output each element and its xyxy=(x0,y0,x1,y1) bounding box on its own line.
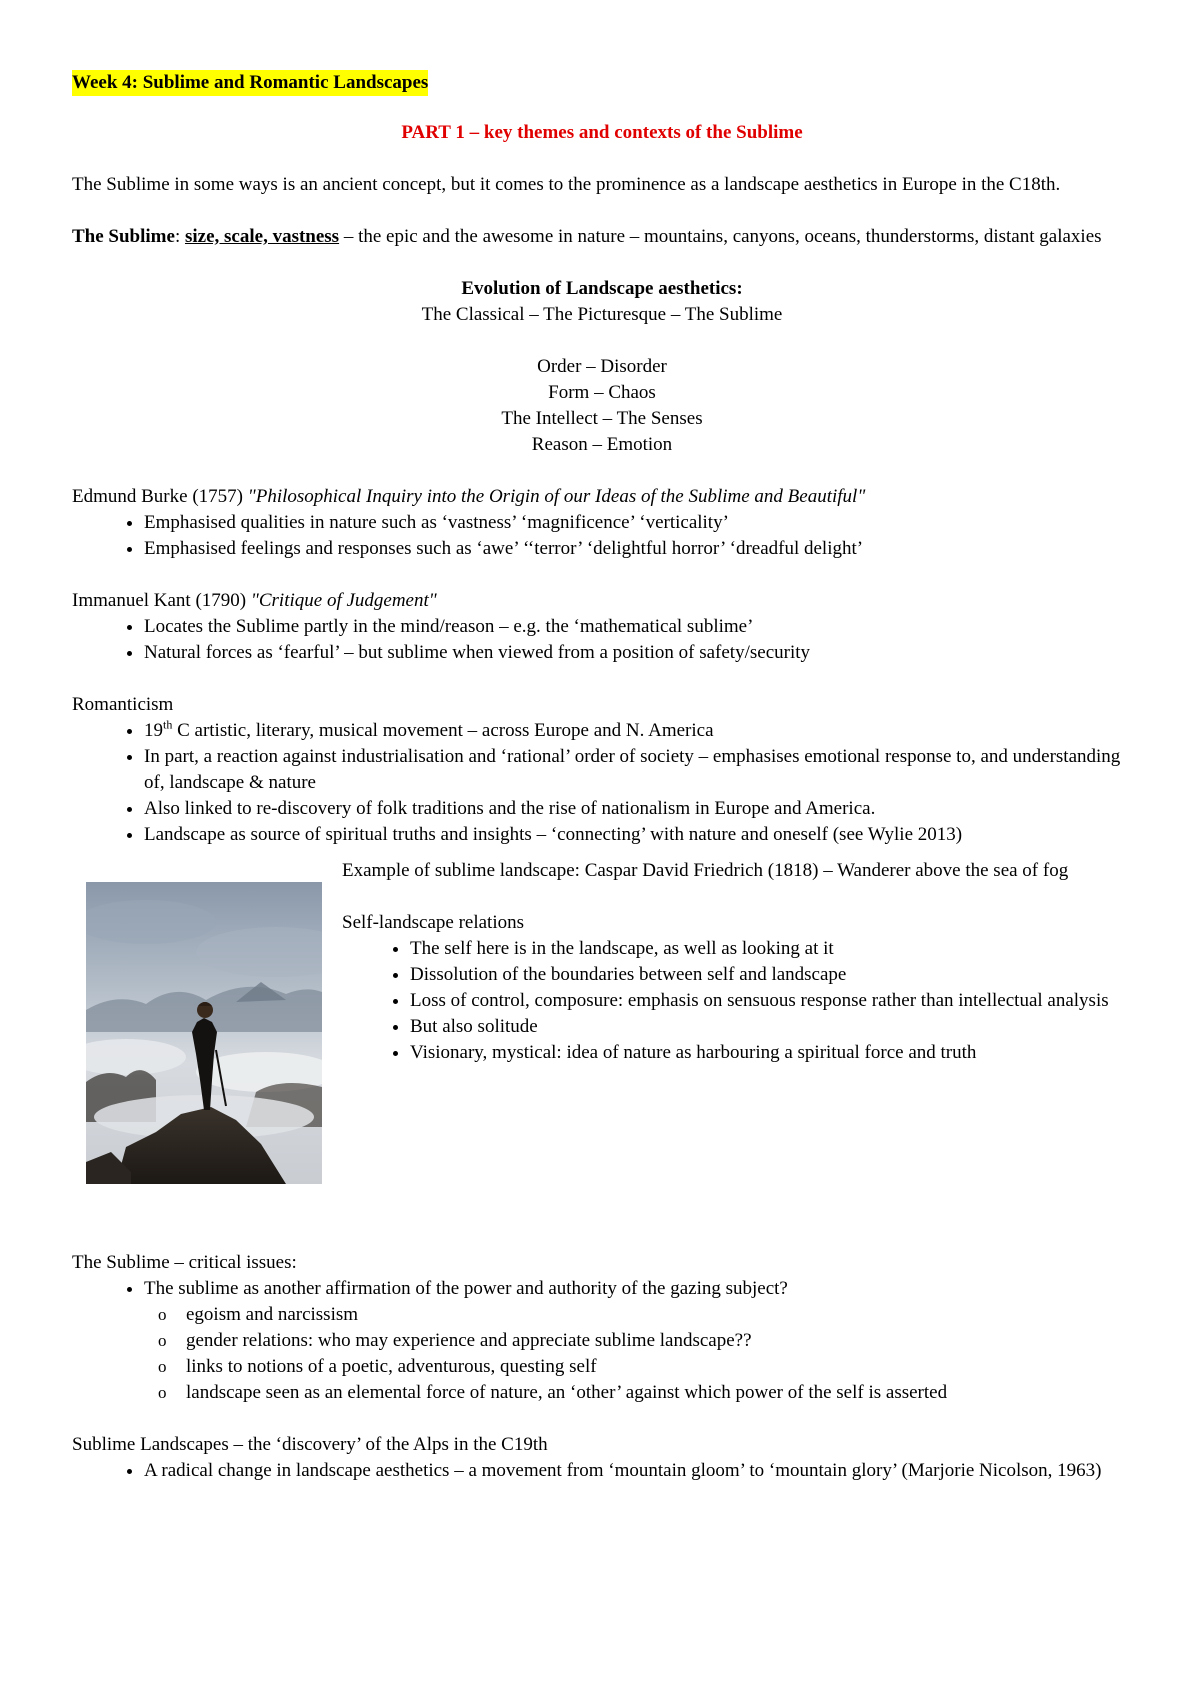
romanticism-heading: Romanticism xyxy=(72,694,174,715)
list-item: • A radical change in landscape aesthetics – a movement from ‘mountain gloom’ to ‘mountain glory’ (Marjorie Nicolson, 1963) xyxy=(144,1458,1132,1484)
evolution-sequence: The Classical – The Picturesque – The Sublime xyxy=(421,304,783,325)
alps-heading: Sublime Landscapes – the ‘discovery’ of the Alps in the C19th xyxy=(72,1434,548,1455)
evolution-pair: Form – Chaos xyxy=(548,382,656,403)
example-section xyxy=(72,858,1132,1198)
critical-sublist xyxy=(144,1302,1132,1406)
list-item: • Dissolution of the boundaries between self and landscape xyxy=(410,962,1132,988)
relations-list xyxy=(342,936,1132,1066)
list-item-text: The sublime as another affirmation of the power and authority of the gazing subject? xyxy=(144,1278,788,1299)
sublime-rest: – the epic and the awesome in nature – mountains, canyons, oceans, thunderstorms, distant galaxies xyxy=(339,226,1102,247)
sublime-colon: : xyxy=(174,226,185,247)
intro-paragraph: The Sublime in some ways is an ancient concept, but it comes to the prominence as a landscape aesthetics in Europe in the C18th. xyxy=(72,174,1061,195)
list-item: • Visionary, mystical: idea of nature as harbouring a spiritual force and truth xyxy=(410,1040,1132,1066)
list-item: • Loss of control, composure: emphasis on sensuous response rather than intellectual analysis xyxy=(410,988,1132,1014)
alps-list xyxy=(72,1458,1132,1484)
burke-heading xyxy=(72,484,1132,510)
burke-work: "Philosophical Inquiry into the Origin of our Ideas of the Sublime and Beautiful" xyxy=(247,486,866,507)
list-item: • Natural forces as ‘fearful’ – but sublime when viewed from a position of safety/security xyxy=(144,640,1132,666)
sub-list-item: o gender relations: who may experience and appreciate sublime landscape?? xyxy=(186,1328,1132,1354)
sub-list-item: o landscape seen as an elemental force of nature, an ‘other’ against which power of the self is asserted xyxy=(186,1380,1132,1406)
part-1-title: PART 1 – key themes and contexts of the Sublime xyxy=(401,122,803,143)
list-item xyxy=(144,718,1132,744)
list-item xyxy=(144,1276,1132,1406)
evolution-title: Evolution of Landscape aesthetics: xyxy=(461,278,743,299)
sublime-label: The Sublime xyxy=(72,226,175,247)
list-item: • Landscape as source of spiritual truths and insights – ‘connecting’ with nature and oneself (see Wylie 2013) xyxy=(144,822,1132,848)
romanticism-list xyxy=(72,718,1132,848)
burke-author: Edmund Burke (1757) xyxy=(72,486,248,507)
sublime-definition xyxy=(72,224,1132,250)
example-caption: Example of sublime landscape: Caspar David Friedrich (1818) – Wanderer above the sea of fog xyxy=(342,860,1069,881)
sublime-terms: size, scale, vastness xyxy=(184,226,340,247)
evolution-pair: Reason – Emotion xyxy=(531,434,673,455)
list-item: • Also linked to re-discovery of folk traditions and the rise of nationalism in Europe and America. xyxy=(144,796,1132,822)
list-item-text: C artistic, literary, musical movement – across Europe and N. America xyxy=(172,720,714,741)
list-item: • Emphasised qualities in nature such as ‘vastness’ ‘magnificence’ ‘verticality’ xyxy=(144,510,1132,536)
kant-work: "Critique of Judgement" xyxy=(250,590,437,611)
critical-list xyxy=(72,1276,1132,1406)
century-number: 19 xyxy=(144,720,163,741)
document-page xyxy=(72,70,1132,1484)
list-item: • But also solitude xyxy=(410,1014,1132,1040)
week-heading xyxy=(72,70,1132,96)
evolution-pair: The Intellect – The Senses xyxy=(501,408,703,429)
relations-heading: Self-landscape relations xyxy=(342,912,525,933)
kant-list xyxy=(72,614,1132,666)
burke-list xyxy=(72,510,1132,562)
list-item: • Locates the Sublime partly in the mind/reason – e.g. the ‘mathematical sublime’ xyxy=(144,614,1132,640)
critical-heading: The Sublime – critical issues: xyxy=(72,1252,297,1273)
sub-list-item: o links to notions of a poetic, adventurous, questing self xyxy=(186,1354,1132,1380)
list-item: • The self here is in the landscape, as well as looking at it xyxy=(410,936,1132,962)
example-text xyxy=(342,858,1132,1066)
century-suffix: th xyxy=(163,717,173,732)
list-item: • Emphasised feelings and responses such as ‘awe’ ‘‘terror’ ‘delightful horror’ ‘dreadful delight’ xyxy=(144,536,1132,562)
list-item: • In part, a reaction against industrialisation and ‘rational’ order of society – emphasises emotional response to, and understanding of, landscape & nature xyxy=(144,744,1132,796)
week-heading-text: Week 4: Sublime and Romantic Landscapes xyxy=(72,70,428,96)
sub-list-item: o egoism and narcissism xyxy=(186,1302,1132,1328)
kant-heading xyxy=(72,588,1132,614)
wanderer-painting-image xyxy=(86,882,322,1184)
evolution-pair: Order – Disorder xyxy=(537,356,667,377)
kant-author: Immanuel Kant (1790) xyxy=(72,590,251,611)
